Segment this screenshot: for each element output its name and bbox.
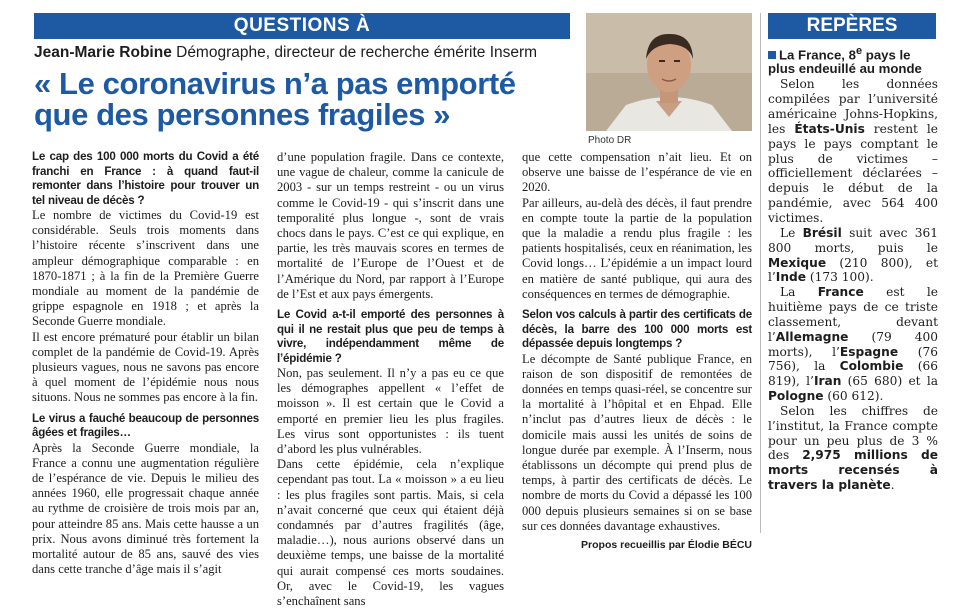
reperes-banner: REPÈRES [768,13,936,39]
headline [34,68,594,130]
reperes-body [768,77,938,493]
headline-line-1: « Le coronavirus n’a pas emporté [34,66,516,101]
paragraph: Il est encore prématuré pour établir un bilan complet de la pandémie de Covid-19. Après plusieurs vagues, nous ne savons pas encore à quel moment de l’épidémie nous nous situons. Nous ne sommes pas encore à la fin. [32,329,259,405]
question-4: Selon vos calculs à partir des certificats de décès, la barre des 100 000 morts est dépassée depuis longtemps ? [522,308,752,351]
headline-line-2: que des personnes fragiles » [34,97,451,132]
questions-banner: QUESTIONS À [34,13,570,39]
article-column-3 [522,150,752,551]
portrait-photo [586,13,752,131]
reperes-paragraph: La France est le huitième pays de ce triste classement, devant l’Allemagne (79 400 morts), l’Espagne (76 756), la Colombie (66 819), l’Iran (65 680) et la Pologne (60 612). [768,285,938,404]
article-column-1 [32,150,259,577]
interview-credit: Propos recueillis par Élodie BÉCU [581,538,752,551]
reperes-paragraph: Selon les données compilées par l’université américaine Johns-Hopkins, les États-Unis restent le pays le pays comptant le plus de victimes – officiellement déclarées – depuis le début de la pandémie, avec 564 400 victimes. [768,77,938,225]
article-column-2 [277,150,504,609]
paragraph: Après la Seconde Guerre mondiale, la France a connu une augmentation régulière de l’espérance de vie. Depuis le milieu des années 1960, elle progressait chaque année au rythme de croisière de trois mois par an, pour atteindre 85 ans. Mais cette hausse a un prix. Nous avons diminué très fortement la mortalité autour de 85 ans, sauvé des vies dans cette tranche d’âge mais il s’agit [32,440,259,577]
reperes-paragraph: Le Brésil suit avec 361 800 morts, puis le Mexique (210 800), et l’Inde (173 100). [768,225,938,285]
paragraph: Par ailleurs, au-delà des décès, il faut prendre en compte toute la partie de la population que la maladie a rendu plus fragile : les patients hospitalisés, ceux en réanimation, les Covid longs… L’épidémie a un impact lourd en matière de santé publique, qui aura des conséquences en termes de démographie. [522,195,752,301]
byline-role: Démographe, directeur de recherche émérite Inserm [171,44,538,61]
byline [34,44,574,62]
reperes-paragraph: Selon les chiffres de l’institut, la France compte pour un peu plus de 3 % des 2,975 millions de morts recensés à travers la planète. [768,403,938,493]
paragraph: Dans cette épidémie, cela n’explique cependant pas tout. La « moisson » a eu lieu : les plus fragiles sont partis. Mais, si cela n’avait concerné que ceux qui étaient déjà condamnés par d’autres fragilités (âge, maladie…), nous aurions observé dans un deuxième temps, une baisse de la mortalité qui aurait compensé ces morts soudaines. Or, avec le Covid-19, les vagues s’enchaînent sans [277,457,504,609]
byline-name: Jean-Marie Robine [34,44,172,61]
question-2: Le virus a fauché beaucoup de personnes âgées et fragiles… [32,411,259,440]
photo-credit: Photo DR [588,135,632,146]
paragraph: que cette compensation n’ait lieu. Et on observe une baisse de l’espérance de vie en 2020. [522,150,752,195]
question-3: Le Covid a-t-il emporté des personnes à qui il ne restait plus que peu de temps à vivre, indépendamment même de l’épidémie ? [277,308,504,365]
portrait-illustration [586,13,752,131]
paragraph: d’une population fragile. Dans ce contexte, une vague de chaleur, comme la canicule de 2003 - sur un temps restreint - ou un virus comme le Covid-19 - qui s’inscrit dans une temporalité plus longue -, sont de vrais chocs dans le pays. C’est ce qui explique, en partie, les très mauvais scores en termes de mortalité de l’Europe de l’Ouest et de l’Amérique du Nord, par rapport à l’Europe de l’Est et aux pays émergents. [277,150,504,301]
reperes-title: La France, 8e pays le plus endeuillé au monde [768,45,922,77]
square-bullet-icon [768,51,776,59]
column-divider [760,13,761,533]
reperes-box [768,40,938,536]
paragraph: Non, pas seulement. Il n’y a pas eu ce que les démographes appellent « l’effet de moisson ». Il est certain que le Covid a emporté en premier lieu les plus fragiles. Les virus sont opportunistes : ils tuent d’abord les plus vulnérables. [277,366,504,457]
question-1: Le cap des 100 000 morts du Covid a été franchi en France : à quand faut-il remonter dans l’histoire pour trouver un tel niveau de décès ? [32,150,259,207]
paragraph: Le décompte de Santé publique France, en raison de son dispositif de remontées de données en temps quasi-réel, se concentre sur la mortalité à l’hôpital et en Ehpad. Elle n’inclut pas d’autres lieux de décès : le domicile mais aussi les unités de soins de longue durée par exemple. À l’Inserm, nous établissons un décompte qui prend plus de temps, à partir des certificats de décès. Le nombre de morts du Covid a dépassé les 100 000 depuis plusieurs semaines si on se base sur ces données davantage exhaustives. [522,351,752,533]
paragraph: Le nombre de victimes du Covid-19 est considérable. Seuls trois moments dans l’histoire récente s’inscrivent dans une ampleur démographique comparable : en 1870-1871 ; à la fin de la Première Guerre mondiale au moment de la pandémie de grippe espagnole en 1918 ; et après la Seconde Guerre mondiale. [32,208,259,329]
